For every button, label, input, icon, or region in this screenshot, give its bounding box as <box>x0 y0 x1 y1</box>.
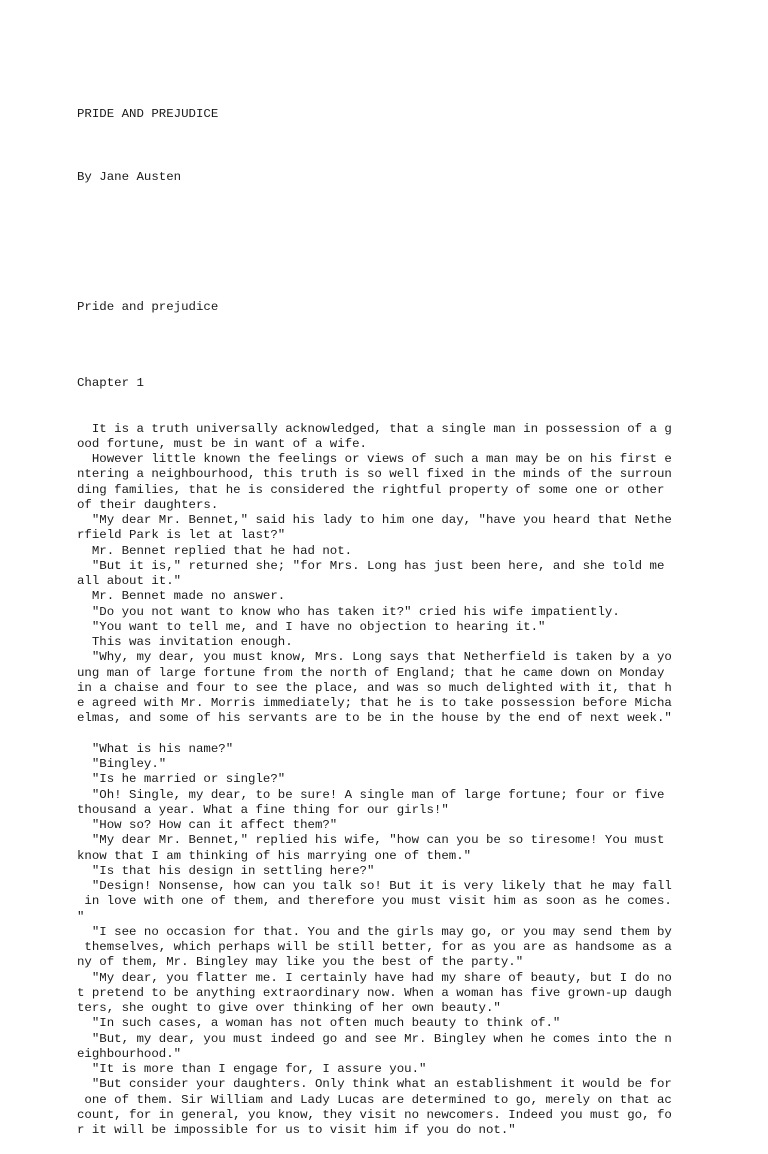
document-page <box>77 76 697 1154</box>
text-line: " <box>77 909 85 924</box>
text-line: However little known the feelings or views of such a man may be on his first e <box>77 452 672 466</box>
document-title: PRIDE AND PREJUDICE <box>77 106 219 121</box>
text-line: ntering a neighbourhood, this truth is so well fixed in the minds of the surroun <box>77 467 672 482</box>
text-line: This was invitation enough. <box>77 635 293 649</box>
text-line: "Design! Nonsense, how can you talk so! But it is very likely that he may fall <box>77 879 672 893</box>
text-line: ters, she ought to give over thinking of her own beauty." <box>77 1001 501 1015</box>
text-line: one of them. Sir William and Lady Lucas are determined to go, merely on that ac <box>77 1092 672 1107</box>
text-line: know that I am thinking of his marrying one of them." <box>77 848 472 863</box>
text-line: in a chaise and four to see the place, and was so much delighted with it, that h <box>77 680 672 695</box>
text-line: "But, my dear, you must indeed go and see Mr. Bingley when he comes into the n <box>77 1031 672 1046</box>
text-line: count, for in general, you know, they visit no newcomers. Indeed you must go, fo <box>77 1107 672 1122</box>
text-line: ood fortune, must be in want of a wife. <box>77 436 367 451</box>
text-line: "It is more than I engage for, I assure you." <box>77 1062 427 1076</box>
text-line: It is a truth universally acknowledged, that a single man in possession of a g <box>77 421 672 436</box>
text-line: "But consider your daughters. Only think what an establishment it would be for <box>77 1077 672 1092</box>
text-line: e agreed with Mr. Morris immediately; that he is to take possession before Micha <box>77 696 672 710</box>
text-line: r it will be impossible for us to visit him if you do not." <box>77 1123 516 1137</box>
text-line: Mr. Bennet made no answer. <box>77 589 286 604</box>
text-line: "But it is," returned she; "for Mrs. Long has just been here, and she told me <box>77 558 665 573</box>
text-line: thousand a year. What a fine thing for our girls!" <box>77 802 449 817</box>
text-line: "Oh! Single, my dear, to be sure! A single man of large fortune; four or five <box>77 787 665 802</box>
text-line: "You want to tell me, and I have no objection to hearing it." <box>77 619 546 634</box>
text-line: "My dear Mr. Bennet," replied his wife, "how can you be so tiresome! You must <box>77 833 665 848</box>
text-line: of their daughters. <box>77 497 219 512</box>
text-line: Mr. Bennet replied that he had not. <box>77 543 353 558</box>
chapter-heading: Chapter 1 <box>77 375 144 390</box>
text-line: in love with one of them, and therefore you must visit him as soon as he comes. <box>77 894 672 909</box>
text-line <box>77 727 697 742</box>
chapter-body <box>77 422 697 1139</box>
document-author: By Jane Austen <box>77 170 182 185</box>
text-line: "What is his name?" <box>77 741 234 756</box>
text-line: eighbourhood." <box>77 1046 182 1061</box>
text-line: all about it." <box>77 574 182 588</box>
text-line: themselves, which perhaps will be still better, for as you are as handsome as a <box>77 940 672 954</box>
text-line: "Why, my dear, you must know, Mrs. Long says that Netherfield is taken by a yo <box>77 650 672 665</box>
text-line: "My dear, you flatter me. I certainly have had my share of beauty, but I do no <box>77 970 672 985</box>
text-line: ny of them, Mr. Bingley may like you the best of the party." <box>77 955 524 970</box>
text-line: ding families, that he is considered the rightful property of some one or other <box>77 482 665 497</box>
document-subtitle: Pride and prejudice <box>77 300 219 314</box>
text-line: "How so? How can it affect them?" <box>77 818 338 832</box>
text-line: ung man of large fortune from the north of England; that he came down on Monday <box>77 665 665 680</box>
text-line: "Is that his design in settling here?" <box>77 863 375 878</box>
text-line: "In such cases, a woman has not often much beauty to think of." <box>77 1016 561 1031</box>
text-line: "Bingley." <box>77 757 167 771</box>
text-line: "I see no occasion for that. You and the girls may go, or you may send them by <box>77 924 672 939</box>
text-line: "My dear Mr. Bennet," said his lady to him one day, "have you heard that Nethe <box>77 513 672 527</box>
text-line: elmas, and some of his servants are to be in the house by the end of next week." <box>77 711 672 726</box>
text-line: rfield Park is let at last?" <box>77 528 286 543</box>
text-line: t pretend to be anything extraordinary now. When a woman has five grown-up daugh <box>77 985 672 1000</box>
text-line: "Do you not want to know who has taken it?" cried his wife impatiently. <box>77 604 620 619</box>
text-line: "Is he married or single?" <box>77 772 286 787</box>
